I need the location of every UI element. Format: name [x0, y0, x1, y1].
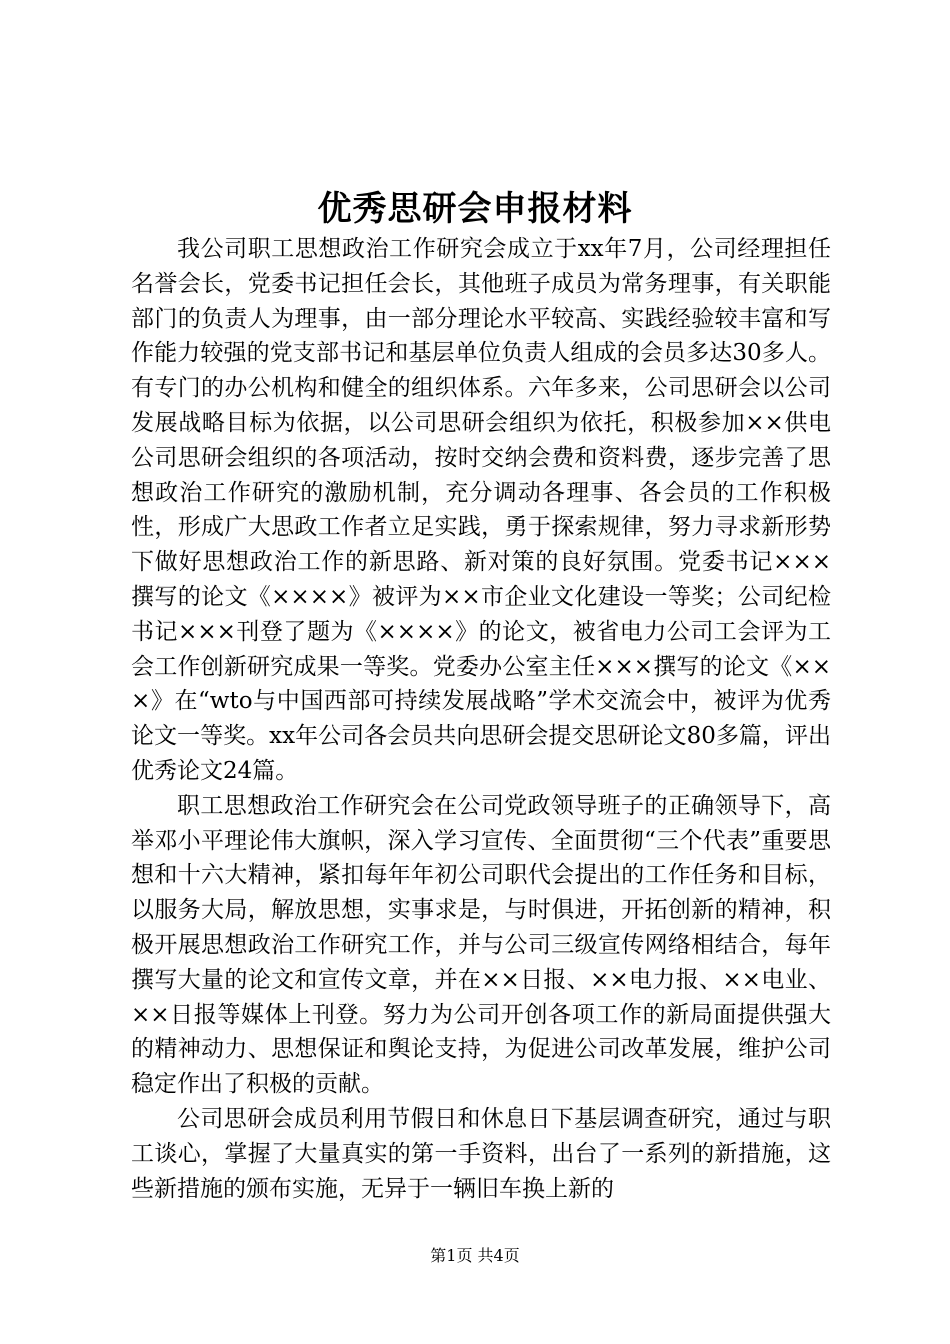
- paragraph: 我公司职工思想政治工作研究会成立于xx年7月，公司经理担任名誉会长，党委书记担任会长，其他班子成员为常务理事，有关职能部门的负责人为理事，由一部分理论水平较高、实践经验较丰富和写作能力较强的党支部书记和基层单位负责人组成的会员多达30多人。有专门的办公机构和健全的组织体系。六年多来，公司思研会以公司发展战略目标为依据，以公司思研会组织为依托，积极参加××供电公司思研会组织的各项活动，按时交纳会费和资料费，逐步完善了思想政治工作研究的激励机制，充分调动各理事、各会员的工作积极性，形成广大思政工作者立足实践，勇于探索规律，努力寻求新形势下做好思想政治工作的新思路、新对策的良好氛围。党委书记×××撰写的论文《××××》被评为××市企业文化建设一等奖；公司纪检书记×××刊登了题为《××××》的论文，被省电力公司工会评为工会工作创新研究成果一等奖。党委办公室主任×××撰写的论文《×××》在“wto与中国西部可持续发展战略”学术交流会中，被评为优秀论文一等奖。xx年公司各会员共向思研会提交思研论文80多篇，评出优秀论文24篇。: [131, 236, 831, 784]
- document-title: 优秀思研会申报材料: [317, 189, 633, 229]
- document-body: [131, 232, 831, 1206]
- paragraph: 职工思想政治工作研究会在公司党政领导班子的正确领导下，高举邓小平理论伟大旗帜，深入学习宣传、全面贯彻“三个代表”重要思想和十六大精神，紧扣每年年初公司职代会提出的工作任务和目标，以服务大局，解放思想，实事求是，与时俱进，开拓创新的精神，积极开展思想政治工作研究工作，并与公司三级宣传网络相结合，每年撰写大量的论文和宣传文章，并在××日报、××电力报、××电业、××日报等媒体上刊登。努力为公司开创各项工作的新局面提供强大的精神动力、思想保证和舆论支持，为促进公司改革发展，维护公司稳定作出了积极的贡献。: [131, 792, 831, 1098]
- page-number-footer: 第1页 共4页: [430, 1246, 520, 1265]
- paragraph: 公司思研会成员利用节假日和休息日下基层调查研究，通过与职工谈心，掌握了大量真实的第一手资料，出台了一系列的新措施，这些新措施的颁布实施，无异于一辆旧车换上新的: [131, 1105, 831, 1202]
